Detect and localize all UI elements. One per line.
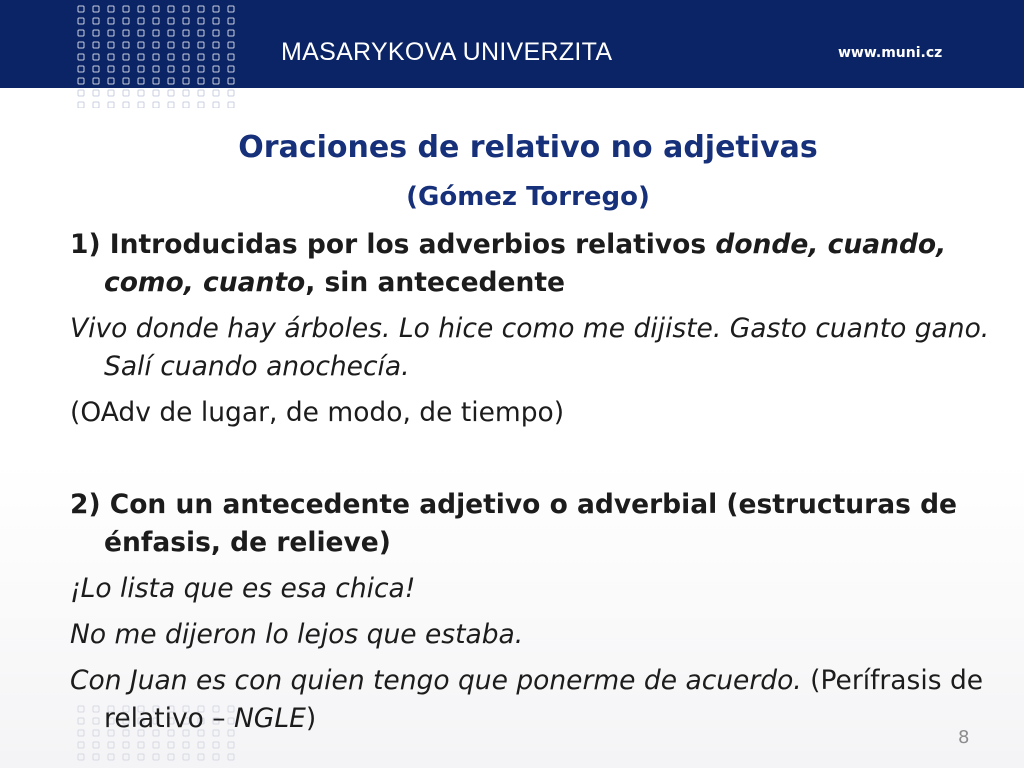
grid-dot [198, 102, 204, 108]
grid-dot [168, 102, 174, 108]
grid-dot [228, 30, 234, 36]
grid-dot [228, 102, 234, 108]
grid-dot [228, 754, 234, 760]
grid-dot [78, 754, 84, 760]
example-4-note-source: NGLE [233, 703, 306, 734]
grid-dot [183, 78, 189, 84]
grid-dot [228, 54, 234, 60]
grid-dot [108, 78, 114, 84]
grid-dot [123, 42, 129, 48]
grid-dot [183, 54, 189, 60]
page-number: 8 [958, 727, 970, 748]
point-1-adverbs: donde, cuando, como, cuanto [104, 229, 947, 298]
grid-dot [138, 754, 144, 760]
grid-dot [213, 18, 219, 24]
grid-dot [213, 754, 219, 760]
grid-dot [93, 54, 99, 60]
grid-dot [183, 90, 189, 96]
grid-dot [183, 6, 189, 12]
example-1 [70, 310, 1000, 386]
grid-dot [168, 42, 174, 48]
example-2 [70, 570, 1000, 608]
grid-dot [78, 102, 84, 108]
grid-dot [168, 18, 174, 24]
grid-dot [153, 78, 159, 84]
grid-dot [228, 78, 234, 84]
grid-dot [123, 754, 129, 760]
grid-dot [138, 78, 144, 84]
slide-title: Oraciones de relativo no adjetivas [238, 130, 818, 165]
grid-dot [123, 54, 129, 60]
grid-dot [108, 754, 114, 760]
spacer [70, 440, 1000, 486]
grid-dot [213, 6, 219, 12]
grid-dot [228, 6, 234, 12]
grid-dot [78, 90, 84, 96]
grid-dot [168, 54, 174, 60]
grid-dot [213, 78, 219, 84]
grid-dot [78, 18, 84, 24]
grid-dot [153, 6, 159, 12]
grid-dot [183, 42, 189, 48]
university-name: MASARYKOVA UNIVERZITA [281, 38, 613, 66]
grid-dot [153, 54, 159, 60]
grid-dot [138, 6, 144, 12]
dot-grid-logo [76, 4, 244, 108]
grid-dot [138, 42, 144, 48]
grid-dot [93, 18, 99, 24]
example-4 [70, 662, 1000, 738]
grid-dot [153, 102, 159, 108]
example-3 [70, 616, 1000, 654]
grid-dot [168, 6, 174, 12]
grid-dot [183, 754, 189, 760]
grid-dot [78, 42, 84, 48]
grid-dot [108, 30, 114, 36]
grid-dot [138, 54, 144, 60]
grid-dot [228, 18, 234, 24]
header-bar [0, 0, 1024, 88]
point-2: 2) Con un antecedente adjetivo o adverbial (estructuras de énfasis, de relieve) [70, 489, 958, 558]
grid-dot [183, 18, 189, 24]
point-1 [70, 226, 1000, 302]
grid-dot [138, 102, 144, 108]
grid-dot [168, 78, 174, 84]
grid-dot [198, 18, 204, 24]
grid-dot [108, 54, 114, 60]
grid-dot [108, 18, 114, 24]
grid-dot [108, 66, 114, 72]
grid-dot [123, 30, 129, 36]
grid-dot [153, 18, 159, 24]
example-4-note-open: (Perífrasis de relativo – [104, 665, 984, 734]
grid-dot [153, 66, 159, 72]
grid-dot [198, 754, 204, 760]
grid-dot [123, 66, 129, 72]
note-1: (OAdv de lugar, de modo, de tiempo) [70, 397, 565, 428]
grid-dot [108, 42, 114, 48]
grid-dot [228, 90, 234, 96]
grid-dot [198, 6, 204, 12]
grid-dot [123, 18, 129, 24]
grid-dot [168, 754, 174, 760]
example-4-text: Con Juan es con quien tengo que ponerme de acuerdo. [70, 665, 802, 696]
grid-dot [123, 102, 129, 108]
grid-dot [123, 90, 129, 96]
grid-dot [93, 754, 99, 760]
grid-dot [183, 102, 189, 108]
grid-dot [168, 90, 174, 96]
grid-dot [183, 66, 189, 72]
slide-subtitle: (Gómez Torrego) [406, 182, 650, 212]
grid-dot [213, 102, 219, 108]
grid-dot [93, 30, 99, 36]
grid-dot [228, 66, 234, 72]
example-3-text: No me dijeron lo lejos que estaba. [70, 619, 524, 650]
grid-dot [213, 30, 219, 36]
grid-dot [78, 78, 84, 84]
grid-dot [138, 30, 144, 36]
example-1-text: Vivo donde hay árboles. Lo hice como me dijiste. Gasto cuanto gano. Salí cuando anochecía. [70, 313, 990, 382]
grid-dot [93, 90, 99, 96]
grid-dot [198, 78, 204, 84]
grid-dot [78, 30, 84, 36]
grid-dot [78, 6, 84, 12]
grid-dot [198, 30, 204, 36]
example-2-text: ¡Lo lista que es esa chica! [70, 573, 416, 604]
grid-dot [78, 66, 84, 72]
grid-dot [93, 6, 99, 12]
grid-dot [168, 30, 174, 36]
grid-dot [138, 90, 144, 96]
grid-dot [108, 102, 114, 108]
grid-dot [228, 42, 234, 48]
grid-dot [213, 66, 219, 72]
grid-dot [153, 42, 159, 48]
grid-dot [198, 54, 204, 60]
grid-dot [123, 6, 129, 12]
grid-dot [153, 754, 159, 760]
grid-dot [213, 54, 219, 60]
grid-dot [123, 78, 129, 84]
university-url[interactable]: www.muni.cz [838, 45, 943, 61]
grid-dot [198, 42, 204, 48]
grid-dot [138, 18, 144, 24]
grid-dot [153, 90, 159, 96]
grid-dot [183, 30, 189, 36]
grid-dot [93, 78, 99, 84]
grid-dot [198, 90, 204, 96]
grid-dot [153, 30, 159, 36]
grid-dot [213, 42, 219, 48]
grid-dot [93, 42, 99, 48]
grid-dot [93, 102, 99, 108]
grid-dot [213, 90, 219, 96]
slide-body [70, 226, 1000, 746]
grid-dot [108, 90, 114, 96]
grid-dot [168, 66, 174, 72]
grid-dot [138, 66, 144, 72]
grid-dot [93, 66, 99, 72]
example-4-note-close: ) [305, 703, 317, 734]
grid-dot [198, 66, 204, 72]
point-1-lead: 1) Introducidas por los adverbios relativos [70, 229, 716, 260]
grid-dot [78, 54, 84, 60]
grid-dot [108, 6, 114, 12]
point-1-tail: , sin antecedente [305, 267, 565, 298]
